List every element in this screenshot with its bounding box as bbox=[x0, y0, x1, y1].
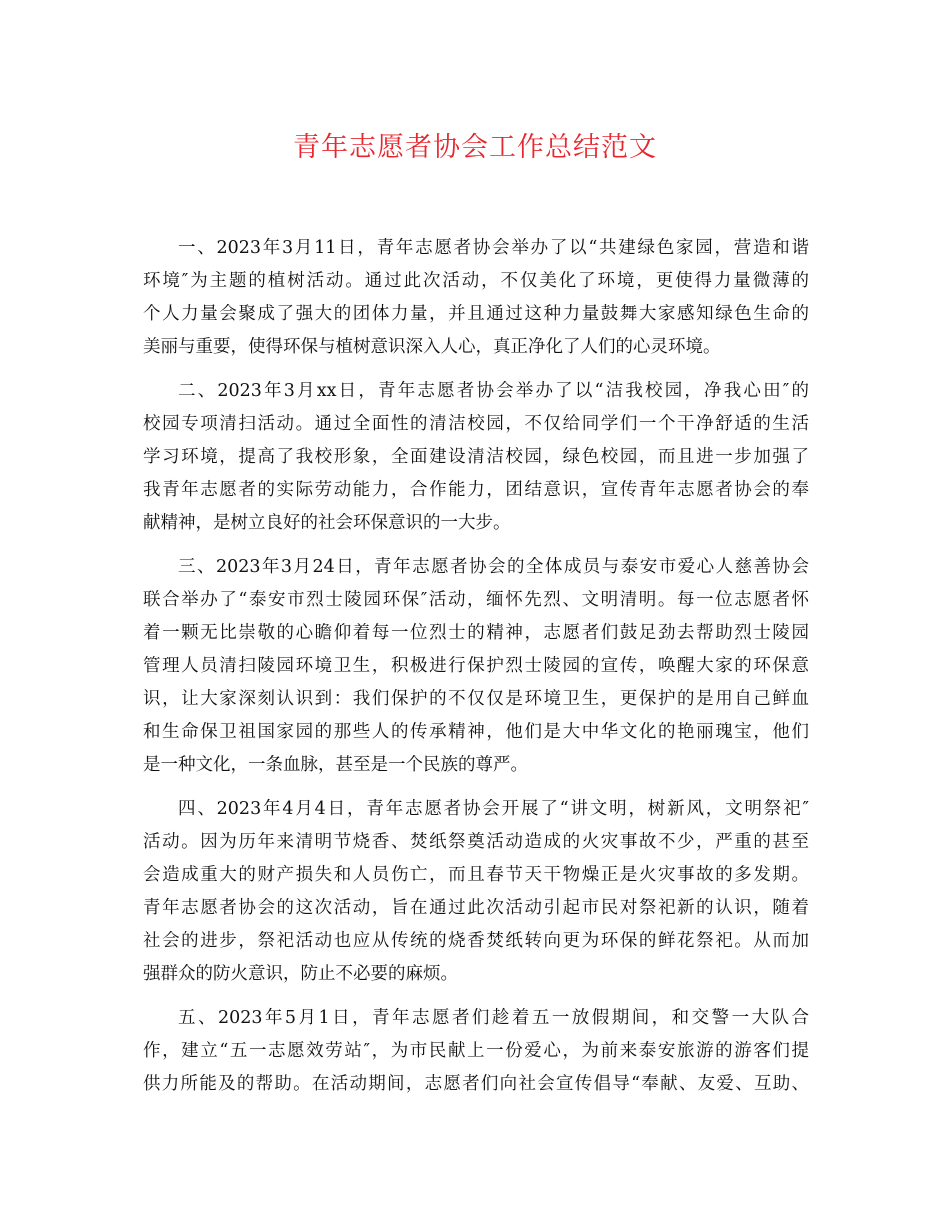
paragraph-line: 献精神，是树立良好的社会环保意识的一大步。 bbox=[143, 513, 511, 533]
document-body bbox=[143, 232, 809, 1112]
paragraph-line: 强群众的防火意识，防止不必要的麻烦。 bbox=[143, 964, 458, 984]
paragraph-line: 作，建立“五一志愿效劳站″，为市民献上一份爱心，为前来泰安旅游的游客们提 bbox=[143, 1041, 809, 1061]
paragraph bbox=[143, 375, 809, 540]
paragraph-line: 环境″为主题的植树活动。通过此次活动，不仅美化了环境，更使得力量微薄的 bbox=[143, 271, 809, 291]
paragraph bbox=[143, 1002, 809, 1101]
paragraph-line: 一、2023年3月11日，青年志愿者协会举办了以“共建绿色家园，营造和谐 bbox=[178, 238, 809, 258]
paragraph-line: 活动。因为历年来清明节烧香、焚纸祭奠活动造成的火灾事故不少，严重的甚至 bbox=[143, 832, 809, 852]
paragraph-line: 管理人员清扫陵园环境卫生，积极进行保护烈士陵园的宣传，唤醒大家的环保意 bbox=[143, 656, 809, 676]
paragraph-line: 着一颗无比崇敬的心瞻仰着每一位烈士的精神，志愿者们鼓足劲去帮助烈士陵园 bbox=[143, 623, 809, 643]
paragraph-line: 五、2023年5月1日，青年志愿者们趁着五一放假期间，和交警一大队合 bbox=[178, 1008, 809, 1028]
paragraph-line: 美丽与重要，使得环保与植树意识深入人心，真正净化了人们的心灵环境。 bbox=[143, 337, 721, 357]
paragraph-line: 校园专项清扫活动。通过全面性的清洁校园，不仅给同学们一个干净舒适的生活 bbox=[143, 414, 809, 434]
paragraph bbox=[143, 793, 809, 991]
paragraph-line: 三、2023年3月24日，青年志愿者协会的全体成员与泰安市爱心人慈善协会 bbox=[178, 557, 809, 577]
paragraph-line: 我青年志愿者的实际劳动能力，合作能力，团结意识，宣传青年志愿者协会的奉 bbox=[143, 480, 809, 500]
paragraph bbox=[143, 551, 809, 782]
paragraph-line: 识，让大家深刻认识到：我们保护的不仅仅是环境卫生，更保护的是用自己鲜血 bbox=[143, 689, 809, 709]
paragraph-line: 是一种文化，一条血脉，甚至是一个民族的尊严。 bbox=[143, 755, 528, 775]
document-title: 青年志愿者协会工作总结范文 bbox=[293, 132, 657, 163]
paragraph-line: 社会的进步，祭祀活动也应从传统的烧香焚纸转向更为环保的鲜花祭祀。从而加 bbox=[143, 931, 809, 951]
paragraph-line: 供力所能及的帮助。在活动期间，志愿者们向社会宣传倡导“奉献、友爱、互助、 bbox=[143, 1074, 809, 1094]
paragraph-line: 青年志愿者协会的这次活动，旨在通过此次活动引起市民对祭祀新的认识，随着 bbox=[143, 898, 809, 918]
paragraph-line: 和生命保卫祖国家园的那些人的传承精神，他们是大中华文化的艳丽瑰宝，他们 bbox=[143, 722, 809, 742]
paragraph-line: 个人力量会聚成了强大的团体力量，并且通过这种力量鼓舞大家感知绿色生命的 bbox=[143, 304, 809, 324]
paragraph-line: 会造成重大的财产损失和人员伤亡，而且春节天干物燥正是火灾事故的多发期。 bbox=[143, 865, 809, 885]
paragraph-line: 二、2023年3月xx日，青年志愿者协会举办了以“洁我校园，净我心田″的 bbox=[178, 381, 809, 401]
paragraph bbox=[143, 232, 809, 364]
paragraph-line: 四、2023年4月4日，青年志愿者协会开展了“讲文明，树新风，文明祭祀″ bbox=[178, 799, 809, 819]
paragraph-line: 联合举办了“泰安市烈士陵园环保″活动，缅怀先烈、文明清明。每一位志愿者怀 bbox=[143, 590, 809, 610]
paragraph-line: 学习环境，提高了我校形象，全面建设清洁校园，绿色校园，而且进一步加强了 bbox=[143, 447, 809, 467]
